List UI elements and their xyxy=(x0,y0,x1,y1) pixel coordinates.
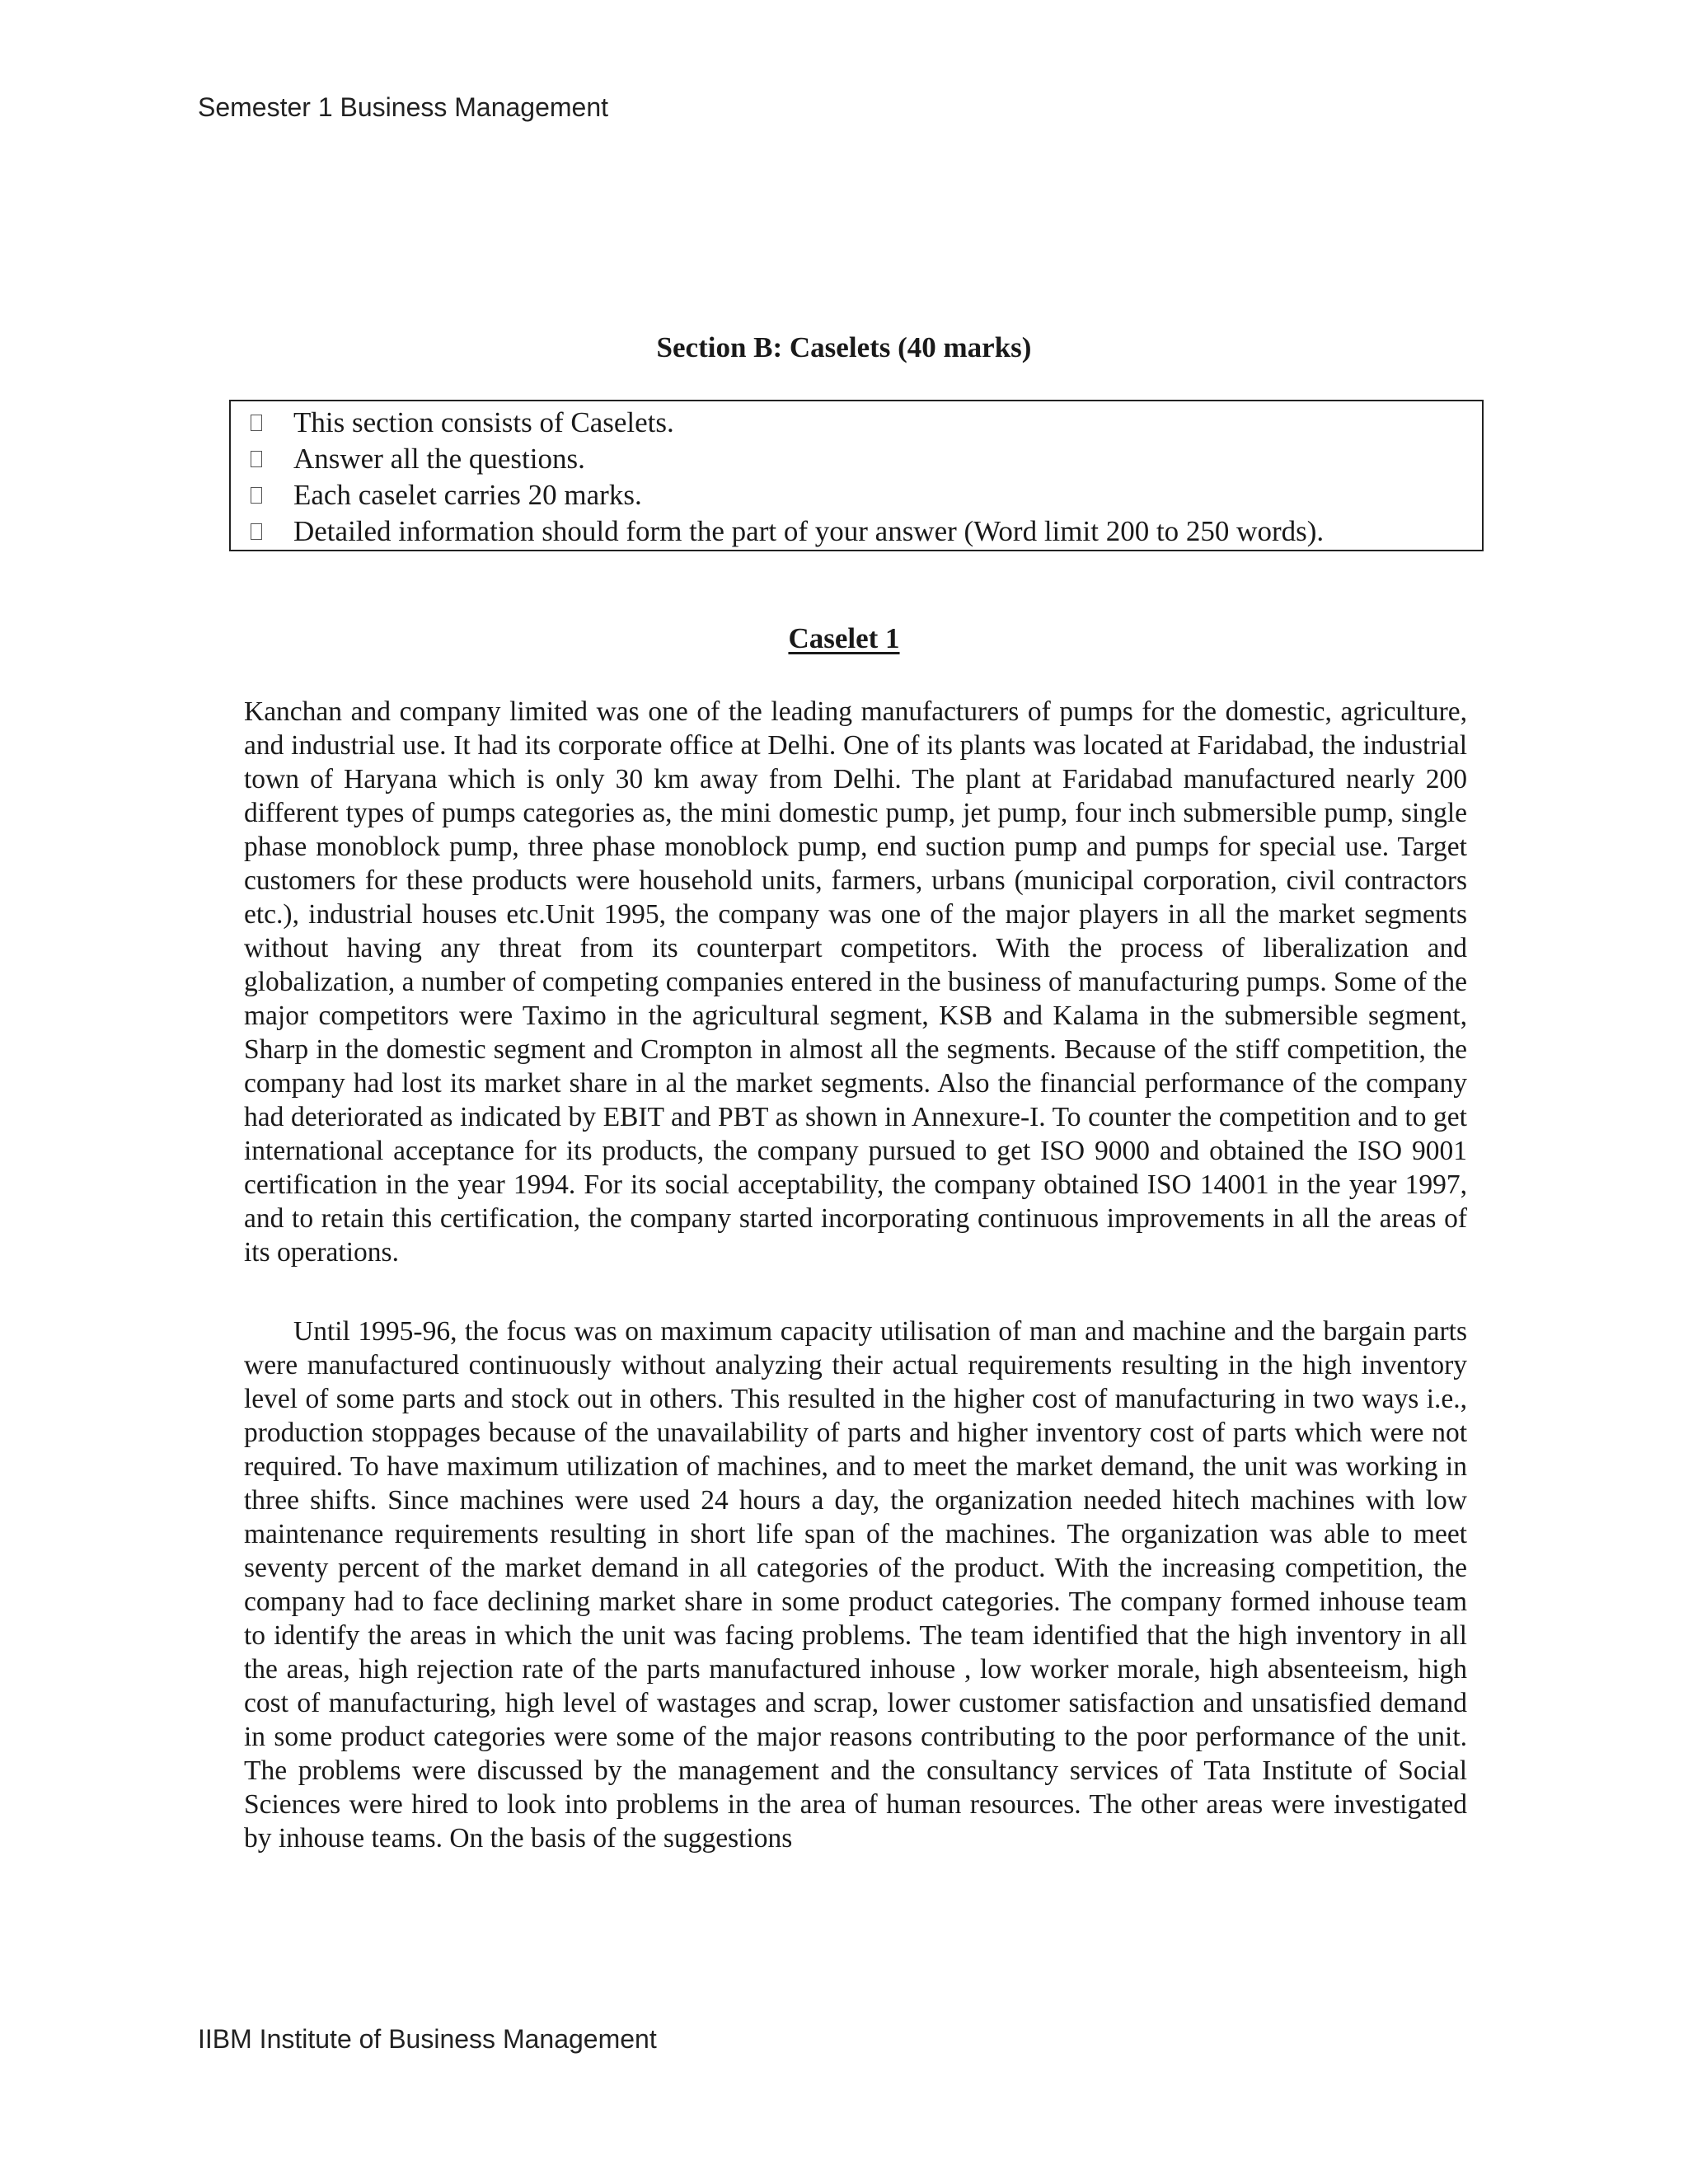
section-title: Section B: Caselets (40 marks) xyxy=(656,331,1032,363)
instruction-text: Each caselet carries 20 marks. xyxy=(293,479,642,511)
checkbox-bullet-icon xyxy=(251,451,262,467)
page-header: Semester 1 Business Management xyxy=(198,92,609,122)
checkbox-bullet-icon xyxy=(251,523,262,540)
instruction-text: Detailed information should form the part of your answer (Word limit 200 to 250 words). xyxy=(293,515,1325,547)
caselet-paragraph: Until 1995-96, the focus was on maximum capacity utilisation of man and machine and the bargain parts were manufactured continuously without analyzing their actual requirements resulting in the high inventory level of some parts and stock out in others. This resulted in the higher cost of manufacturing in two ways i.e., production stoppages because of the unavailability of parts and higher inventory cost of parts which were not required. To have maximum utilization of machines, and to meet the market demand, the unit was working in three shifts. Since machines were used 24 hours a day, the organization needed hitech machines with low maintenance requirements resulting in short life span of the machines. The organization was able to meet seventy percent of the market demand in all categories of the product. With the increasing competition, the company had to face declining market share in some product categories. The company formed inhouse team to identify the areas in which the unit was facing problems. The team identified that the high inventory in all the areas, high rejection rate of the parts manufactured inhouse , low worker morale, high absenteeism, high cost of manufacturing, high level of wastages and scrap, lower customer satisfaction and unsatisfied demand in some product categories were some of the major reasons contributing to the poor performance of the unit. The problems were discussed by the management and the consultancy services of Tata Institute of Social Sciences were hired to look into problems in the area of human resources. The other areas were investigated by inhouse teams. On the basis of the suggestions xyxy=(244,1316,1467,1854)
caselet-paragraph: Kanchan and company limited was one of the leading manufacturers of pumps for the domestic, agriculture, and industrial use. It had its corporate office at Delhi. One of its plants was located at Faridabad, the industrial town of Haryana which is only 30 km away from Delhi. The plant at Faridabad manufactured nearly 200 different types of pumps categories as, the mini domestic pump, jet pump, four inch submersible pump, single phase monoblock pump, three phase monoblock pump, end suction pump and pumps for special use. Target customers for these products were household units, farmers, urbans (municipal corporation, civil contractors etc.), industrial houses etc.Unit 1995, the company was one of the major players in all the market segments without having any threat from its counterpart competitors. With the process of liberalization and globalization, a number of competing companies entered in the business of manufacturing pumps. Some of the major competitors were Taximo in the agricultural segment, KSB and Kalama in the submersible segment, Sharp in the domestic segment and Crompton in almost all the segments. Because of the stiff competition, the company had lost its market share in al the market segments. Also the financial performance of the company had deteriorated as indicated by EBIT and PBT as shown in Annexure-I. To counter the competition and to get international acceptance for its products, the company pursued to get ISO 9000 and obtained the ISO 9001 certification in the year 1994. For its social acceptability, the company obtained ISO 14001 in the year 1997, and to retain this certification, the company started incorporating continuous improvements in all the areas of its operations. xyxy=(244,696,1467,1268)
caselet-title: Caselet 1 xyxy=(788,622,900,654)
checkbox-bullet-icon xyxy=(251,415,262,431)
instructions-box xyxy=(229,400,1484,551)
page-footer: IIBM Institute of Business Management xyxy=(198,2024,657,2054)
instruction-text: Answer all the questions. xyxy=(293,443,585,475)
instruction-item xyxy=(246,405,1482,441)
caselet-title-container xyxy=(0,622,1688,655)
instruction-item xyxy=(246,477,1482,513)
instruction-text: This section consists of Caselets. xyxy=(293,406,674,438)
checkbox-bullet-icon xyxy=(251,487,262,504)
instruction-item xyxy=(246,441,1482,477)
instruction-item xyxy=(246,513,1482,550)
